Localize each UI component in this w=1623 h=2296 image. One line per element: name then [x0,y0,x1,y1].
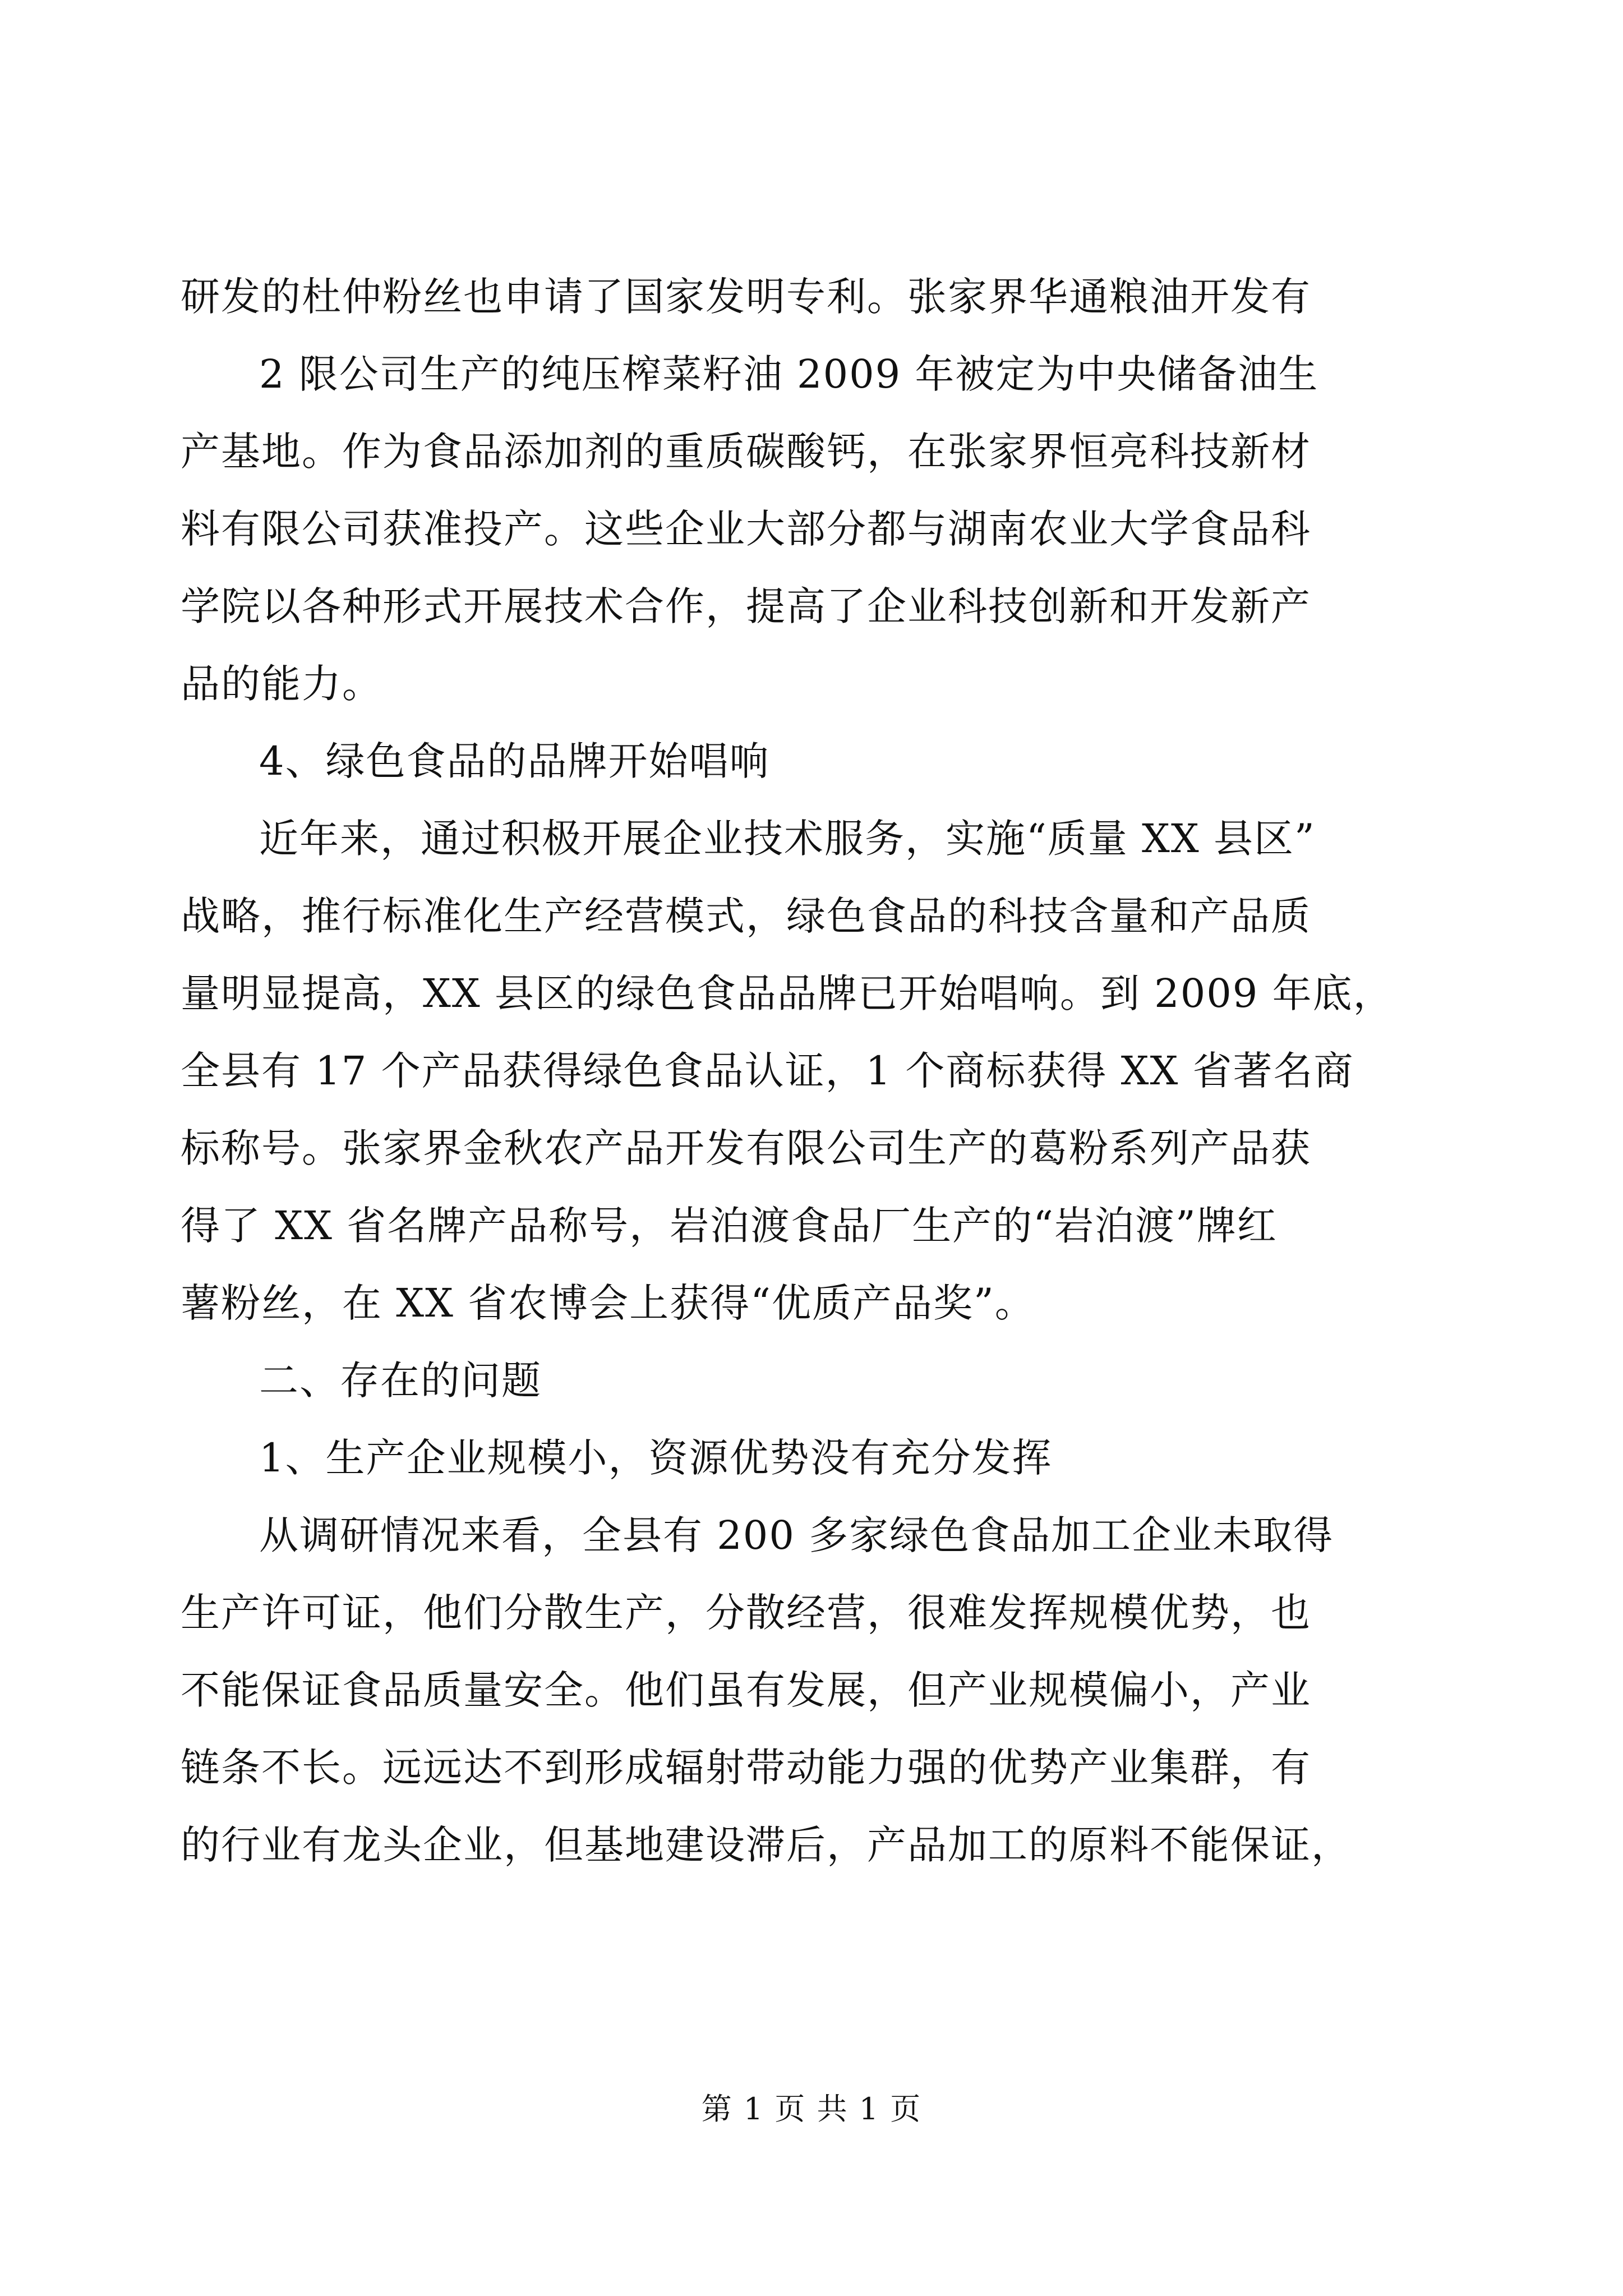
text-line: 1、生产企业规模小，资源优势没有充分发挥 [259,1435,1053,1481]
text-line: 量明显提高，XX 县区的绿色食品品牌已开始唱响。到 2009 年底， [181,970,1394,1016]
text-line: 得了 XX 省名牌产品称号，岩泊渡食品厂生产的“岩泊渡”牌红 [181,1203,1278,1249]
text-line: 2 限公司生产的纯压榨菜籽油 2009 年被定为中央储备油生 [259,351,1319,397]
text-line: 薯粉丝，在 XX 省农博会上获得“优质产品奖”。 [181,1280,1035,1326]
text-line: 生产许可证，他们分散生产，分散经营，很难发挥规模优势，也 [181,1590,1311,1636]
text-line: 二、存在的问题 [259,1358,542,1404]
text-line: 4、绿色食品的品牌开始唱响 [259,738,770,784]
text-line: 近年来，通过积极开展企业技术服务，实施“质量 XX 县区” [259,816,1316,862]
text-line: 的行业有龙头企业，但基地建设滞后，产品加工的原料不能保证， [181,1822,1352,1868]
text-line: 研发的杜仲粉丝也申请了国家发明专利。张家界华通粮油开发有 [181,274,1311,320]
text-line: 产基地。作为食品添加剂的重质碳酸钙，在张家界恒亮科技新材 [181,429,1311,475]
text-line: 料有限公司获准投产。这些企业大部分都与湖南农业大学食品科 [181,506,1311,552]
text-line: 链条不长。远远达不到形成辐射带动能力强的优势产业集群，有 [181,1745,1311,1791]
page-footer: 第 1 页 共 1 页 [701,2091,922,2127]
document-body [181,258,1442,1884]
text-line: 品的能力。 [181,661,382,707]
text-line: 学院以各种形式开展技术合作，提高了企业科技创新和开发新产 [181,583,1311,629]
text-line: 标称号。张家界金秋农产品开发有限公司生产的葛粉系列产品获 [181,1125,1311,1171]
text-line: 战略，推行标准化生产经营模式，绿色食品的科技含量和产品质 [181,893,1311,939]
text-line: 不能保证食品质量安全。他们虽有发展，但产业规模偏小，产业 [181,1667,1311,1713]
text-line: 全县有 17 个产品获得绿色食品认证，1 个商标获得 XX 省著名商 [181,1048,1354,1094]
text-line: 从调研情况来看，全县有 200 多家绿色食品加工企业未取得 [259,1512,1334,1558]
